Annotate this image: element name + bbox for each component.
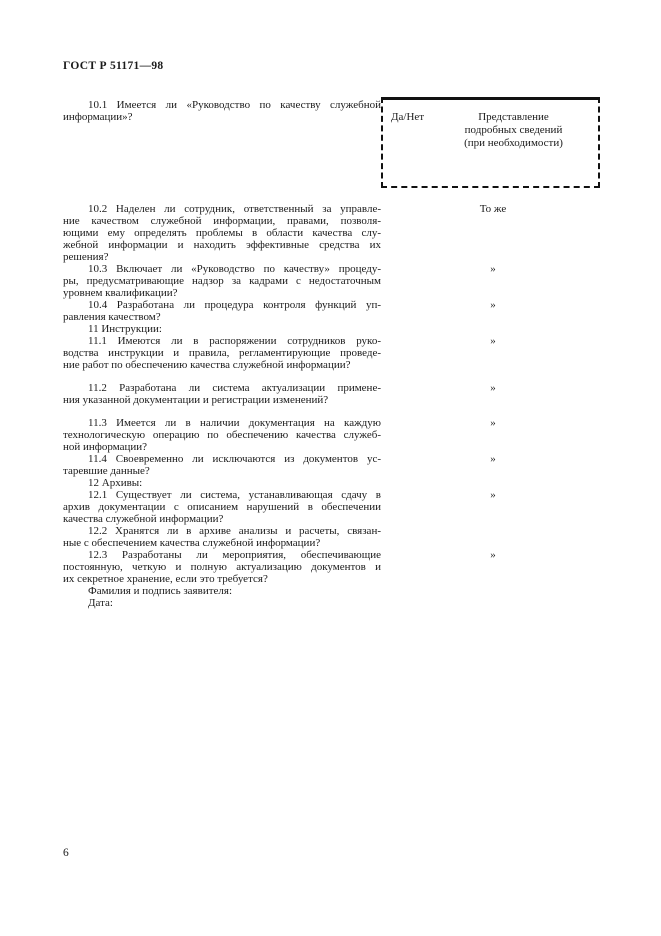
question-text bbox=[63, 382, 381, 406]
question-item bbox=[63, 203, 600, 263]
question-text bbox=[63, 597, 381, 609]
question-text bbox=[63, 453, 381, 477]
question-line: ры, предусматривающие надзор за кадрами с недостаточным bbox=[63, 275, 381, 287]
question-text bbox=[63, 263, 381, 299]
details-line: (при необходимости) bbox=[464, 137, 563, 149]
question-text bbox=[63, 585, 381, 597]
question-item bbox=[63, 477, 600, 489]
details-line: подробных сведений bbox=[464, 124, 563, 136]
question-line: Фамилия и подпись заявителя: bbox=[88, 585, 232, 597]
question-item bbox=[63, 453, 600, 477]
question-line: 11.2 Разработана ли система актуализации примене- bbox=[88, 382, 381, 394]
question-line: 10.4 Разработана ли процедура контроля функций уп- bbox=[88, 299, 381, 311]
question-line: ющими ему определять проблемы в области качества слу- bbox=[63, 227, 381, 239]
answer-mark: » bbox=[490, 489, 496, 501]
details-line: Представление bbox=[478, 111, 549, 123]
question-line: информации»? bbox=[63, 111, 133, 123]
question-item bbox=[63, 99, 600, 123]
question-text bbox=[63, 99, 381, 123]
question-item bbox=[63, 489, 600, 525]
answer-mark: » bbox=[490, 335, 496, 347]
question-item bbox=[63, 335, 600, 371]
question-line: жебной информации и находить эффективные средства их bbox=[63, 239, 381, 251]
question-text bbox=[63, 299, 381, 323]
question-line: технологическую операцию по обеспечению качества служеб- bbox=[63, 429, 381, 441]
question-text bbox=[63, 525, 381, 549]
question-text bbox=[63, 335, 381, 371]
questionnaire bbox=[63, 99, 600, 609]
question-line: равления качеством? bbox=[63, 311, 161, 323]
question-item bbox=[63, 323, 600, 335]
question-item bbox=[63, 549, 600, 585]
yes-no-label: Да/Нет bbox=[391, 111, 425, 123]
question-line: таревшие данные? bbox=[63, 465, 150, 477]
question-text bbox=[63, 203, 381, 263]
question-line: 12.3 Разработаны ли мероприятия, обеспечивающие bbox=[88, 549, 381, 561]
question-line: их секретное хранение, если это требуется? bbox=[63, 573, 268, 585]
question-line: 10.3 Включает ли «Руководство по качеству» процеду- bbox=[88, 263, 381, 275]
answer-mark: » bbox=[490, 549, 496, 561]
question-item bbox=[63, 299, 600, 323]
question-line: ние качеством служебной информации, правами, позволя- bbox=[63, 215, 381, 227]
question-text bbox=[63, 549, 381, 585]
question-line: постоянную, четкую и полную актуализацию документов и bbox=[63, 561, 381, 573]
question-text bbox=[63, 489, 381, 525]
question-line: ние работ по обеспечению качества служебной информации? bbox=[63, 359, 351, 371]
question-item bbox=[63, 597, 600, 609]
question-text bbox=[63, 477, 381, 489]
question-line: 11.4 Своевременно ли исключаются из документов ус- bbox=[88, 453, 381, 465]
question-text bbox=[63, 417, 381, 453]
question-line: ния указанной документации и регистрации изменений? bbox=[63, 394, 329, 406]
question-item bbox=[63, 417, 600, 453]
question-line: ной информации? bbox=[63, 441, 148, 453]
question-line: ные с обеспечением качества служебной информации? bbox=[63, 537, 321, 549]
question-line: 10.2 Наделен ли сотрудник, ответственный за управле- bbox=[88, 203, 381, 215]
question-line: решения? bbox=[63, 251, 109, 263]
answer-mark: » bbox=[490, 382, 496, 394]
question-line: архив документации с описанием нарушений в обеспечении bbox=[63, 501, 381, 513]
question-line: 11 Инструкции: bbox=[88, 323, 162, 335]
question-line: водства инструкции и правила, регламентирующие проведе- bbox=[63, 347, 381, 359]
question-line: 10.1 Имеется ли «Руководство по качеству служебной bbox=[88, 99, 381, 111]
question-line: Дата: bbox=[88, 597, 113, 609]
answer-mark: » bbox=[490, 417, 496, 429]
question-item bbox=[63, 263, 600, 299]
answer-mark: То же bbox=[479, 203, 507, 215]
question-line: 11.1 Имеются ли в распоряжении сотрудников руко- bbox=[88, 335, 381, 347]
question-line: 12 Архивы: bbox=[88, 477, 143, 489]
question-line: 12.1 Существует ли система, устанавливающая сдачу в bbox=[88, 489, 381, 501]
question-line: уровнем квалификации? bbox=[63, 287, 178, 299]
question-item bbox=[63, 382, 600, 406]
answer-mark: » bbox=[490, 453, 496, 465]
question-item bbox=[63, 525, 600, 549]
answer-mark: » bbox=[490, 263, 496, 275]
answer-mark: » bbox=[490, 299, 496, 311]
page-number: 6 bbox=[63, 847, 69, 859]
question-item bbox=[63, 585, 600, 597]
question-line: 12.2 Хранятся ли в архиве анализы и расчеты, связан- bbox=[88, 525, 381, 537]
question-text bbox=[63, 323, 381, 335]
question-line: 11.3 Имеется ли в наличии документация на каждую bbox=[88, 417, 381, 429]
question-line: качества служебной информации? bbox=[63, 513, 224, 525]
page-header: ГОСТ Р 51171—98 bbox=[63, 60, 164, 72]
